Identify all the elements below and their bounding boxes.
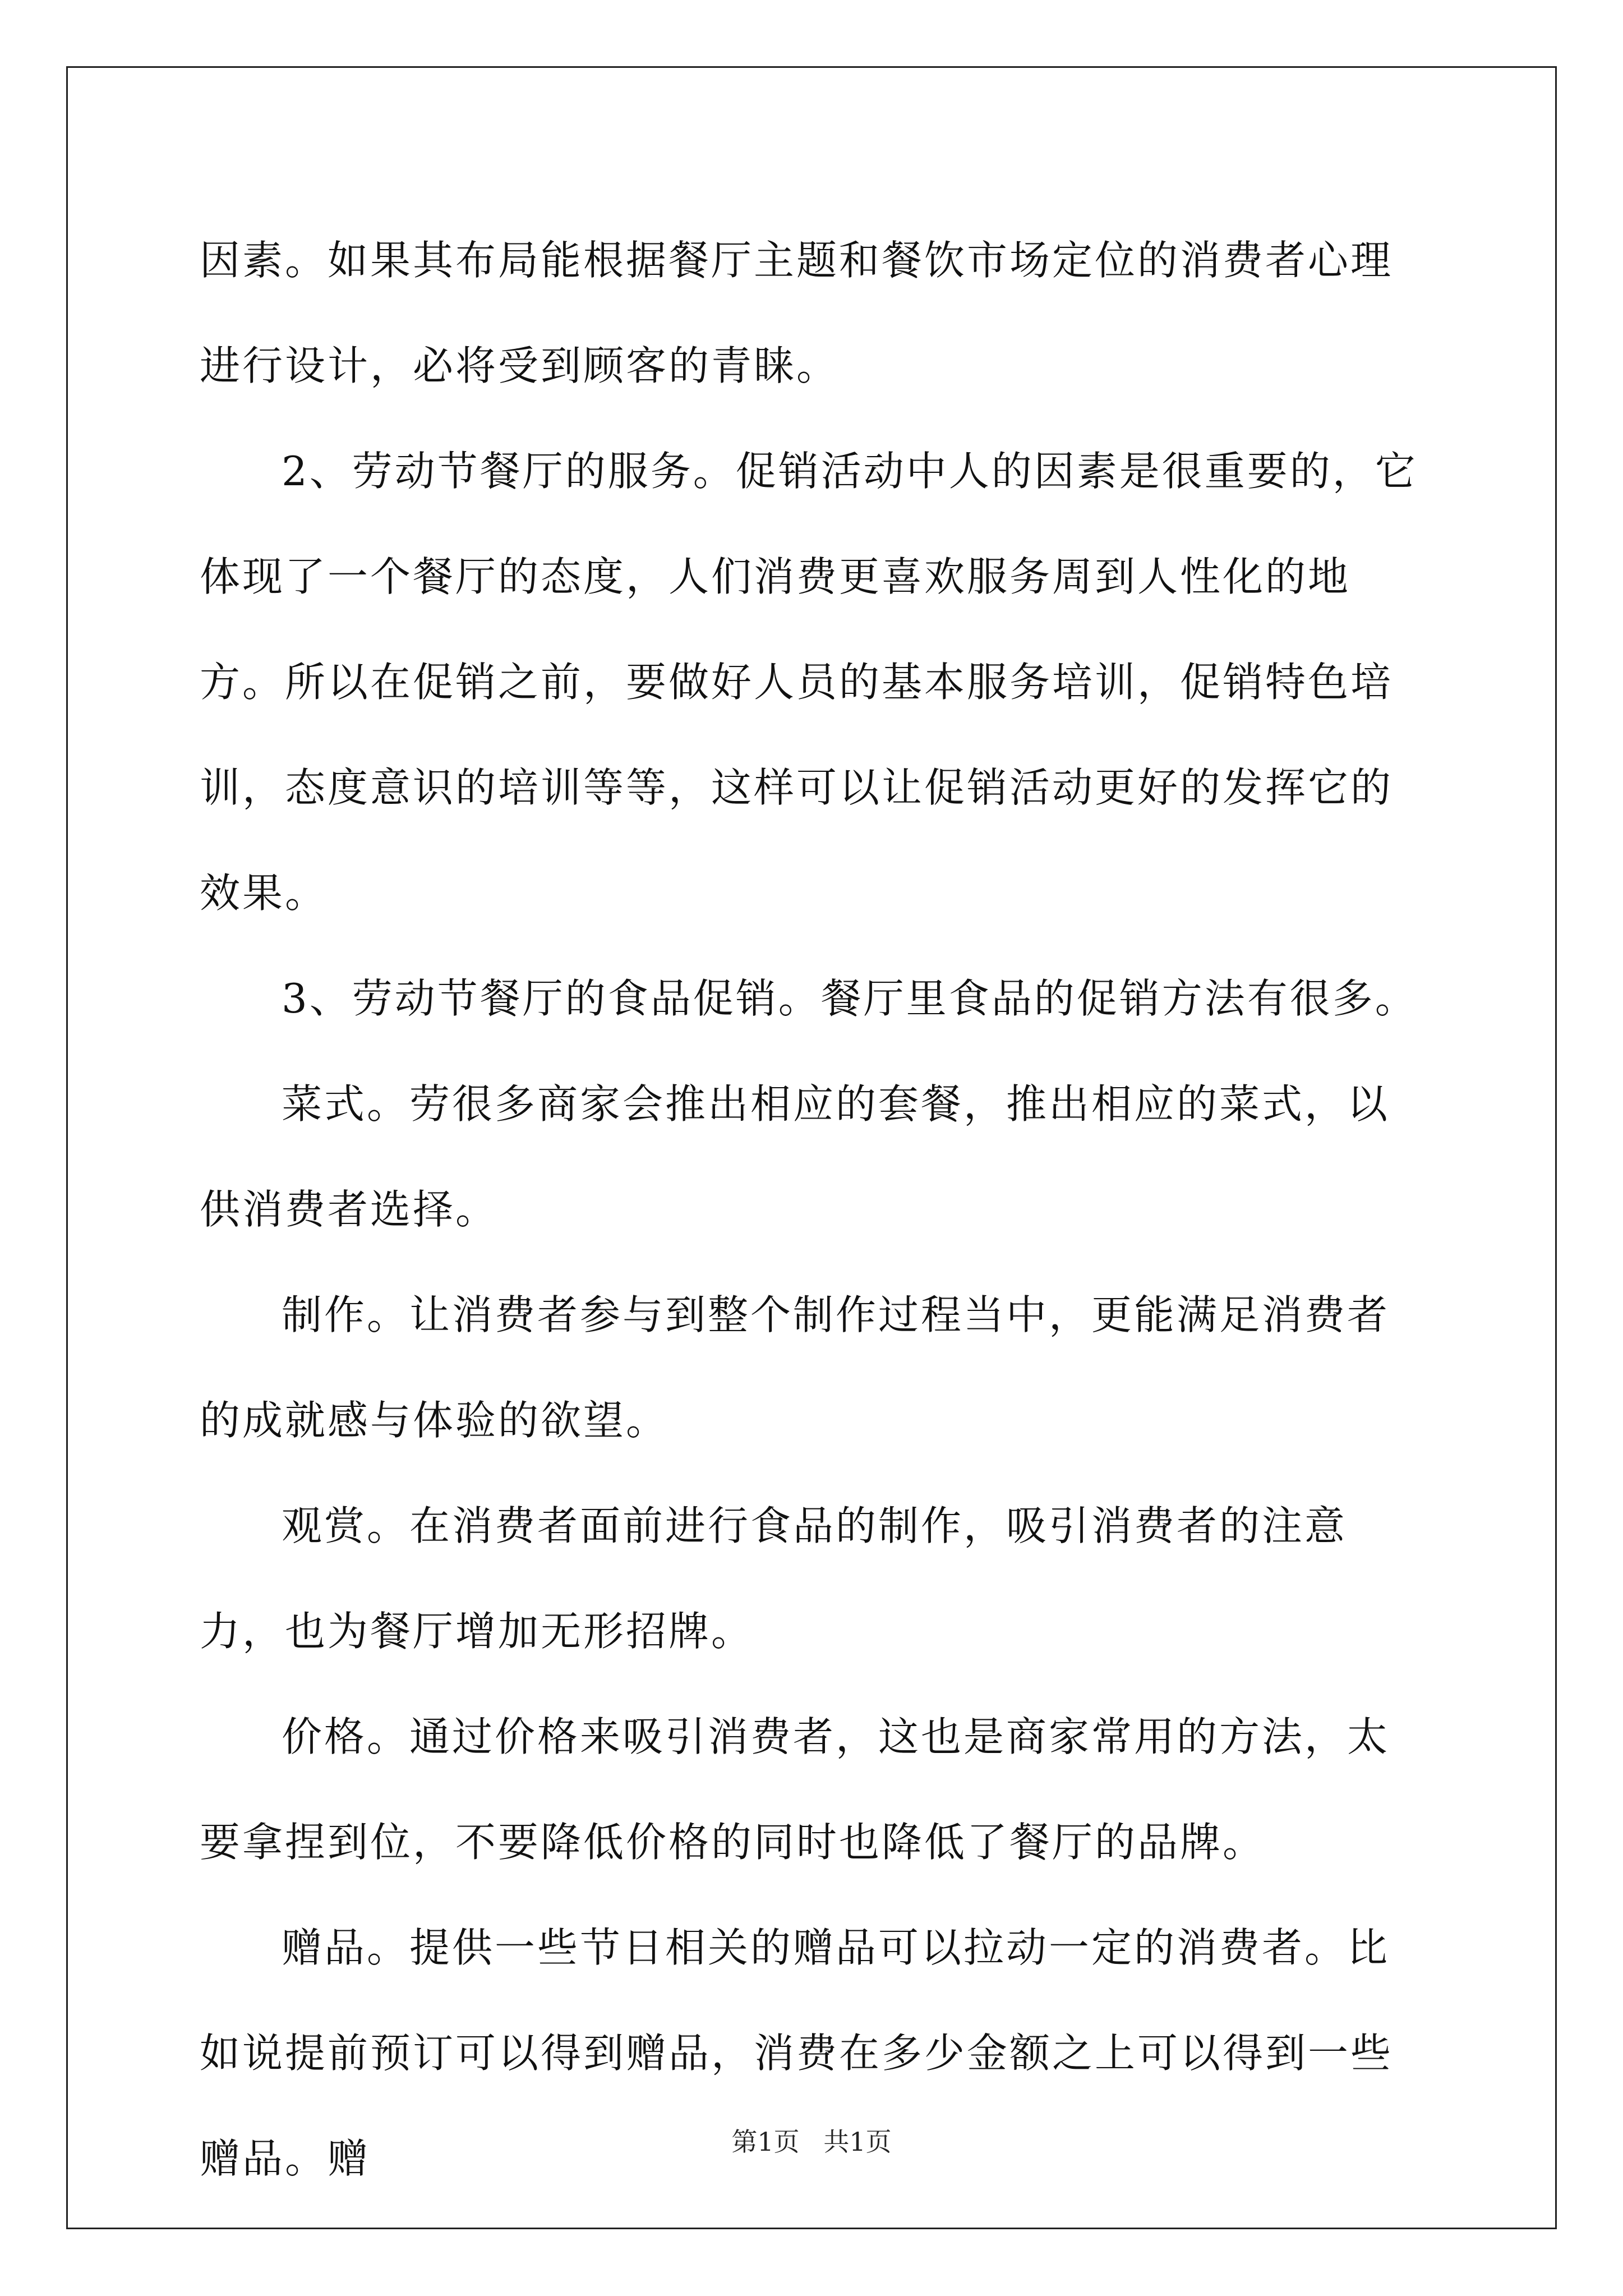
paragraph: 3、劳动节餐厅的食品促销。餐厅里食品的促销方法有很多。 bbox=[282, 975, 1418, 1022]
paragraph: 制作。让消费者参与到整个制作过程当中，更能满足消费者的成就感与体验的欲望。 bbox=[200, 1291, 1390, 1444]
paragraph: 价格。通过价格来吸引消费者，这也是商家常用的方法，太要拿捏到位，不要降低价格的同时也降低了餐厅的品牌。 bbox=[200, 1713, 1390, 1866]
page-total: 共1页 bbox=[823, 2127, 892, 2157]
paragraph: 菜式。劳很多商家会推出相应的套餐，推出相应的菜式，以供消费者选择。 bbox=[200, 1080, 1390, 1233]
page-footer bbox=[0, 2125, 1623, 2159]
document-body bbox=[200, 208, 1422, 2211]
page-number: 第1页 bbox=[731, 2127, 800, 2157]
paragraph: 赠品。提供一些节日相关的赠品可以拉动一定的消费者。比如说提前预订可以得到赠品，消费在多少金额之上可以得到一些赠品。赠 bbox=[200, 1924, 1394, 2182]
paragraph: 观赏。在消费者面前进行食品的制作，吸引消费者的注意力，也为餐厅增加无形招牌。 bbox=[200, 1502, 1348, 1655]
paragraph: 2、劳动节餐厅的服务。促销活动中人的因素是很重要的，它体现了一个餐厅的态度，人们消费更喜欢服务周到人性化的地方。所以在促销之前，要做好人员的基本服务培训，促销特色培训，态度意识的培训等等，这样可以让促销活动更好的发挥它的效果。 bbox=[200, 448, 1418, 917]
paragraph: 因素。如果其布局能根据餐厅主题和餐饮市场定位的消费者心理进行设计，必将受到顾客的青睐。 bbox=[200, 237, 1394, 389]
